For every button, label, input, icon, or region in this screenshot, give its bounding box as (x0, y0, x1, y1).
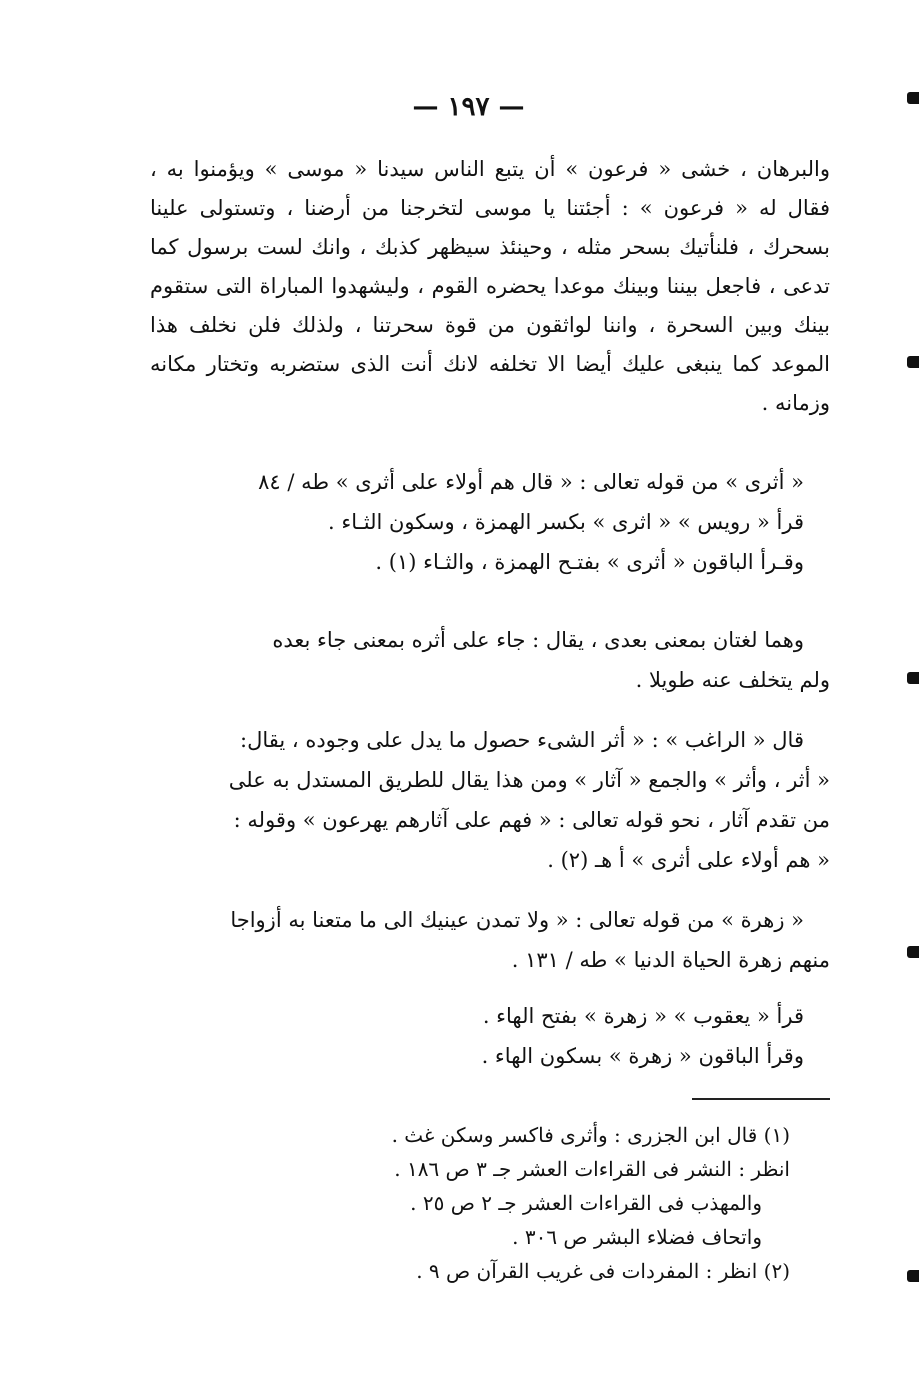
scan-edge-mark (907, 672, 919, 684)
section-zahra (150, 900, 830, 980)
zahra-readings (150, 996, 830, 1076)
footnote-2: (٢) انظر : المفردات فى غريب القرآن ص ٩ . (416, 1259, 790, 1283)
scan-edge-mark (907, 356, 919, 368)
paragraph-pharaoh-challenge: والبرهان ، خشى « فرعون » أن يتبع الناس سيدنا « موسى » ويؤمنوا به ، فقال له « فرعون » : أجئتنا يا موسى لتخرجنا من أرضنا ، وتستولى علينا بسحرك ، فلنأتيك بسحر مثله ، وحينئذ سيظهر كذبك ، وانك لست برسول كما تدعى ، فاجعل بيننا وبينك موعدا يحضره القوم ، وليشهدوا المباراة التى ستقوم بينك وبين السحرة ، واننا لواثقون من قوة سحرتنا ، ولذلك فلن نخلف هذا الموعد كما ينبغى عليك أيضا الا تخلفه لانك أنت الذى ستضربه وتختار مكانه وزمانه . (150, 157, 830, 415)
zahra-reading-others: وقرأ الباقون « زهرة » بسكون الهاء . (481, 1044, 804, 1068)
zahra-verse-line-2: منهم زهرة الحياة الدنيا » طه / ١٣١ . (511, 948, 830, 972)
scan-edge-mark (907, 1270, 919, 1282)
footnote-1: (١) قال ابن الجزرى : وأثرى فاكسر وسكن غث . (391, 1123, 790, 1147)
athari-reading-others: وقـرأ الباقون « أثرى » بفتـح الهمزة ، والثـاء (١) . (375, 550, 804, 574)
footnote-1-ref-ithaf: واتحاف فضلاء البشر ص ٣٠٦ . (512, 1225, 762, 1249)
paragraph-meaning (150, 620, 830, 700)
scan-edge-mark (907, 92, 919, 104)
page-number-text: — ١٩٧ — (412, 92, 525, 122)
raghib-line-4: « هم أولاء على أثرى » أ هـ (٢) . (547, 848, 830, 872)
athari-reading-ruways: قرأ « رويس » « اثرى » بكسر الهمزة ، وسكون الثـاء . (327, 510, 804, 534)
section-athari (150, 462, 830, 582)
footnote-1-ref-nashr: انظر : النشر فى القراءات العشر جـ ٣ ص ١٨٦ . (394, 1157, 790, 1181)
zahra-verse-line-1: « زهرة » من قوله تعالى : « ولا تمدن عينيك الى ما متعنا به أزواجا (230, 908, 804, 932)
meaning-line-2: ولم يتخلف عنه طويلا . (635, 668, 830, 692)
meaning-line-1: وهما لغتان بمعنى بعدى ، يقال : جاء على أثره بمعنى جاء بعده (272, 628, 804, 652)
scan-edge-mark (907, 946, 919, 958)
footnote-1-ref-muhadhdhab: والمهذب فى القراءات العشر جـ ٢ ص ٢٥ . (410, 1191, 762, 1215)
page-number (0, 92, 919, 122)
paragraph-raghib-quote (150, 720, 830, 880)
athari-verse-line: « أثرى » من قوله تعالى : « قال هم أولاء على أثرى » طه / ٨٤ (258, 470, 804, 494)
footnotes (250, 1118, 790, 1288)
zahra-reading-yaqub: قرأ « يعقوب » « زهرة » بفتح الهاء . (482, 1004, 804, 1028)
raghib-line-2: « أثر ، وأثر » والجمع « آثار » ومن هذا يقال للطريق المستدل به على (228, 768, 830, 792)
footnote-divider (692, 1098, 830, 1100)
raghib-line-3: من تقدم آثار ، نحو قوله تعالى : « فهم على آثارهم يهرعون » وقوله : (233, 808, 830, 832)
raghib-line-1: قال « الراغب » : « أثر الشىء حصول ما يدل على وجوده ، يقال: (240, 728, 804, 752)
